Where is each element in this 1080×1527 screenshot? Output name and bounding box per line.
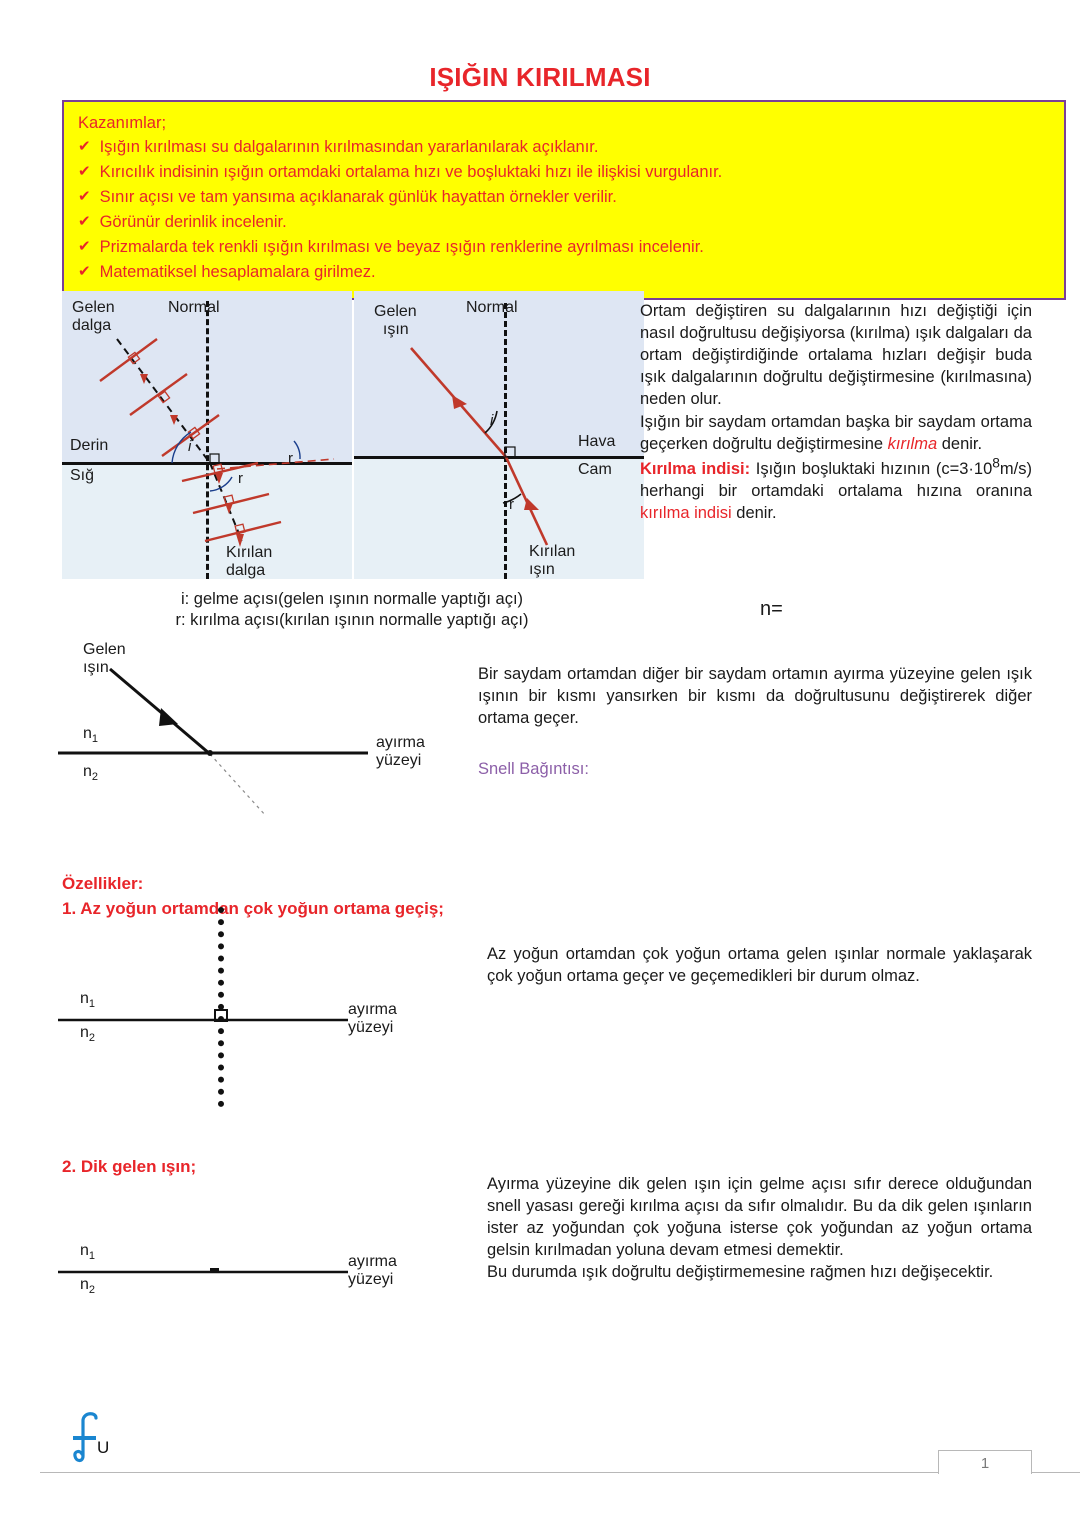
page-title: IŞIĞIN KIRILMASI xyxy=(429,62,651,92)
check-icon: ✔ xyxy=(78,162,91,180)
property-item-2-text xyxy=(487,1173,1032,1284)
properties-heading: Özellikler: xyxy=(62,874,144,893)
snell-relation-label: Snell Bağıntısı: xyxy=(478,760,589,778)
check-icon: ✔ xyxy=(78,212,91,230)
property-item-2-p1: Ayırma yüzeyine dik gelen ışın için gelme açısı sıfır derece olduğundan snell yasası gereği kırılma açısı da sıfır olmalıdır. Bu da dik gelen ışınların ister az yoğundan çok yoğuna isterse çok yoğundan az yoğun ortama gelsin kırılmadan yoluna devam etmesi demektir. xyxy=(487,1175,1032,1260)
intro-p3: Kırılma indisi: Işığın boşluktaki hızının $(c=3\cdot 10^8m/s)$ herhangi bir ortamdaki ortalama hızına oranına kırılma indisi denir. xyxy=(640,455,1032,523)
dense-graphics xyxy=(58,925,478,1125)
objective-text: Prizmalarda tek renkli ışığın kırılması ve beyaz ışığın renklerine ayrılması incelenir. xyxy=(99,237,704,256)
figure-dense-n1-label: $n_1$ xyxy=(80,990,96,1011)
figure-ray-incoming-label: Gelen ışın xyxy=(374,303,417,338)
figure-wave-normal-label: Normal xyxy=(168,299,220,316)
figure-wave-incoming-label: Gelen dalga xyxy=(72,299,115,334)
footer-rule xyxy=(40,1472,995,1473)
figure-snell-surface-label: ayırma yüzeyi xyxy=(376,734,425,769)
figure-ray-angle-i: i xyxy=(490,412,494,429)
intro-paragraphs xyxy=(640,300,1032,525)
page-number: 1 xyxy=(938,1450,1032,1474)
property-item-1-title: 1. Az yoğun ortamdan çok yoğun ortama geçiş; xyxy=(62,899,444,918)
objective-text: Sınır açısı ve tam yansıma açıklanarak günlük hayattan örnekler verilir. xyxy=(99,187,617,206)
check-icon: ✔ xyxy=(78,187,91,205)
figure-ray-air-label: Hava xyxy=(578,433,616,450)
figure-snell-n2-label: $n_2$ xyxy=(83,763,99,784)
objectives-heading: Kazanımlar; xyxy=(78,114,167,132)
figure-snell-incoming-label: Gelen ışın xyxy=(83,641,126,676)
figure-snell-diagram xyxy=(58,638,478,828)
list-item xyxy=(78,186,1050,210)
angle-definitions-caption xyxy=(62,589,642,632)
property-item-2-title: 2. Dik gelen ışın; xyxy=(62,1157,197,1176)
objective-text: Matematiksel hesaplamalara girilmez. xyxy=(99,262,376,281)
list-item xyxy=(78,161,1050,185)
property-item-2-p2: Bu durumda ışık doğrultu değiştirmemesine rağmen hızı değişecektir. xyxy=(487,1263,994,1282)
intro-p1: Ortam değiştiren su dalgalarının hızı değiştiği için nasıl doğrultusu değişiyorsa (kırılma) ışık dalgaları da ortam değiştirdiğinde ortalama hızları değişir buda ışık dalgalarının doğrultu değiştirmesine (kırılmasına) neden olur. xyxy=(640,302,1032,409)
figure-perpendicular-ray xyxy=(58,1230,478,1310)
figure-ray-refracted-label: Kırılan ışın xyxy=(529,543,576,578)
figure-dense-n2-label: $n_2$ xyxy=(80,1024,96,1045)
figure-perp-n2-label: $n_2$ xyxy=(80,1276,96,1297)
objectives-list xyxy=(78,136,1050,285)
figure-ray-glass-label: Cam xyxy=(578,461,612,478)
figure-wave-refracted-label: Kırılan dalga xyxy=(226,544,273,579)
check-icon: ✔ xyxy=(78,262,91,280)
figure-wave-angle-r: r xyxy=(238,470,243,487)
figure-perp-n1-label: $n_1$ xyxy=(80,1242,96,1263)
objective-text: Görünür derinlik incelenir. xyxy=(99,212,287,231)
logo-letter: U xyxy=(97,1438,110,1457)
figure-wave-refraction xyxy=(62,291,352,579)
figure-ray-normal-label: Normal xyxy=(466,299,518,316)
perpendicular-graphics xyxy=(58,1230,478,1310)
list-item xyxy=(78,136,1050,160)
check-icon: ✔ xyxy=(78,138,91,155)
figure-ray-angle-r: r xyxy=(509,496,514,513)
list-item xyxy=(78,211,1050,235)
refractive-index-formula: n= xyxy=(760,598,783,620)
snell-paragraph: Bir saydam ortamdan diğer bir saydam ortamın ayırma yüzeyine gelen ışık ışının bir kısmı yansırken bir kısmı da doğrultusunu değiştirerek diğer ortama geçer. xyxy=(478,665,1032,728)
list-item xyxy=(78,236,1050,260)
figure-snell-n1-label: $n_1$ xyxy=(83,725,99,746)
figure-ray-refraction xyxy=(354,291,644,579)
figure-perp-surface-label: ayırma yüzeyi xyxy=(348,1253,397,1288)
property-item-1-text: Az yoğun ortamdan çok yoğun ortama gelen ışınlar normale yaklaşarak çok yoğun ortama geçer ve geçemedikleri bir durum olmaz. xyxy=(487,945,1032,986)
list-item xyxy=(78,261,1050,285)
objectives-box xyxy=(62,100,1066,300)
intro-p2: Işığın bir saydam ortamdan başka bir saydam ortama geçerken doğrultu değiştirmesine kırılma denir. xyxy=(640,412,1032,453)
figure-wave-angle-i: i xyxy=(188,438,192,455)
figure-less-to-more-dense xyxy=(58,925,478,1125)
caption-line-i: i: gelme açısı(gelen ışının normalle yaptığı açı) xyxy=(180,590,524,608)
figure-wave-angle-r2: r xyxy=(288,450,293,467)
objective-text: Işığın kırılması su dalgalarının kırılmasından yararlanılarak açıklanır. xyxy=(99,138,599,156)
check-icon: ✔ xyxy=(78,237,91,255)
figure-dense-surface-label: ayırma yüzeyi xyxy=(348,1001,397,1036)
objective-text: Kırıcılık indisinin ışığın ortamdaki ortalama hızı ve boşluktaki hızı ile ilişkisi vurgulanır. xyxy=(99,162,723,181)
figure-wave-deep-label: Derin xyxy=(70,437,109,454)
caption-line-r: r: kırılma açısı(kırılan ışının normalle yaptığı açı) xyxy=(175,611,529,630)
normal-dotted-line xyxy=(218,907,224,1107)
figure-wave-shallow-label: Sığ xyxy=(70,467,95,484)
footer-rule-right xyxy=(1030,1472,1080,1473)
